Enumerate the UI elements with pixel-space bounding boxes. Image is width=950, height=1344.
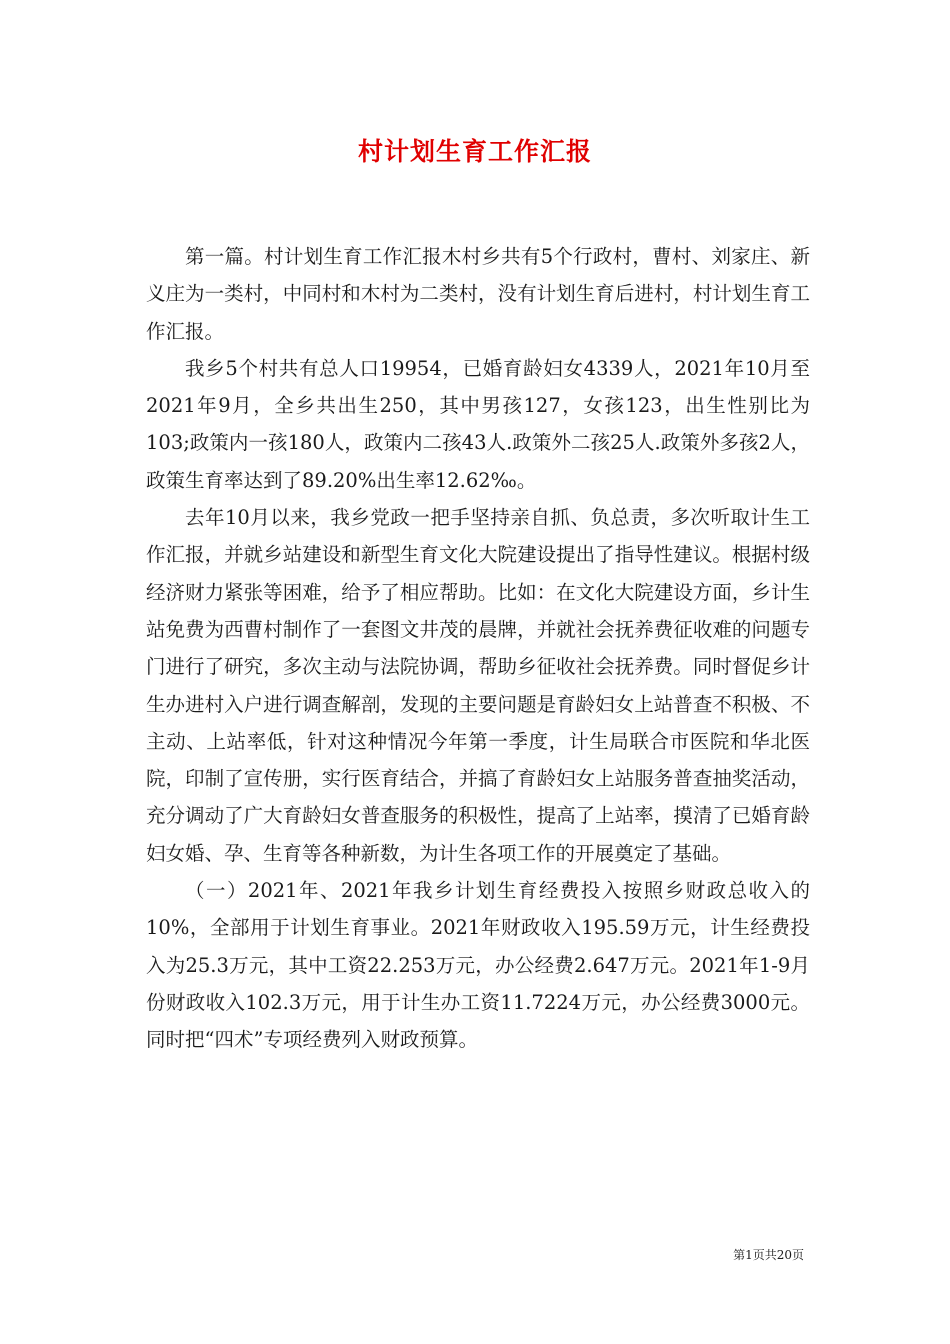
document-body xyxy=(146,238,810,1059)
paragraph-1: 第一篇。村计划生育工作汇报木村乡共有5个行政村，曹村、刘家庄、新义庄为一类村，中同村和木村为二类村，没有计划生育后进村，村计划生育工作汇报。 xyxy=(146,245,810,343)
page-number-footer: 第1页共20页 xyxy=(733,1248,804,1262)
paragraph-3: 去年10月以来，我乡党政一把手坚持亲自抓、负总责，多次听取计生工作汇报，并就乡站建设和新型生育文化大院建设提出了指导性建议。根据村级经济财力紧张等困难，给予了相应帮助。比如：在文化大院建设方面，乡计生站免费为西曹村制作了一套图文井茂的晨牌，并就社会抚养费征收难的问题专门进行了研究，多次主动与法院协调，帮助乡征收社会抚养费。同时督促乡计生办进村入户进行调查解剖，发现的主要问题是育龄妇女上站普查不积极、不主动、上站率低，针对这种情况今年第一季度，计生局联合市医院和华北医院，印制了宣传册，实行医育结合，并搞了育龄妇女上站服务普查抽奖活动，充分调动了广大育龄妇女普查服务的积极性，提高了上站率，摸清了已婚育龄妇女婚、孕、生育等各种新数，为计生各项工作的开展奠定了基础。 xyxy=(146,506,810,865)
paragraph-2: 我乡5个村共有总人口19954，已婚育龄妇女4339人，2021年10月至2021年9月，全乡共出生250，其中男孩127，女孩123，出生性别比为103;政策内一孩180人，政策内二孩43人.政策外二孩25人.政策外多孩2人，政策生育率达到了89.20%出生率12.62‰。 xyxy=(146,356,810,492)
paragraph-4: （一）2021年、2021年我乡计划生育经费投入按照乡财政总收入的10%，全部用于计划生育事业。2021年财政收入195.59万元，计生经费投入为25.3万元，其中工资22.253万元，办公经费2.647万元。2021年1-9月份财政收入102.3万元，用于计生办工资11.7224万元，办公经费3000元。同时把“四术”专项经费列入财政预算。 xyxy=(146,879,810,1052)
document-title: 村计划生育工作汇报 xyxy=(357,137,592,166)
